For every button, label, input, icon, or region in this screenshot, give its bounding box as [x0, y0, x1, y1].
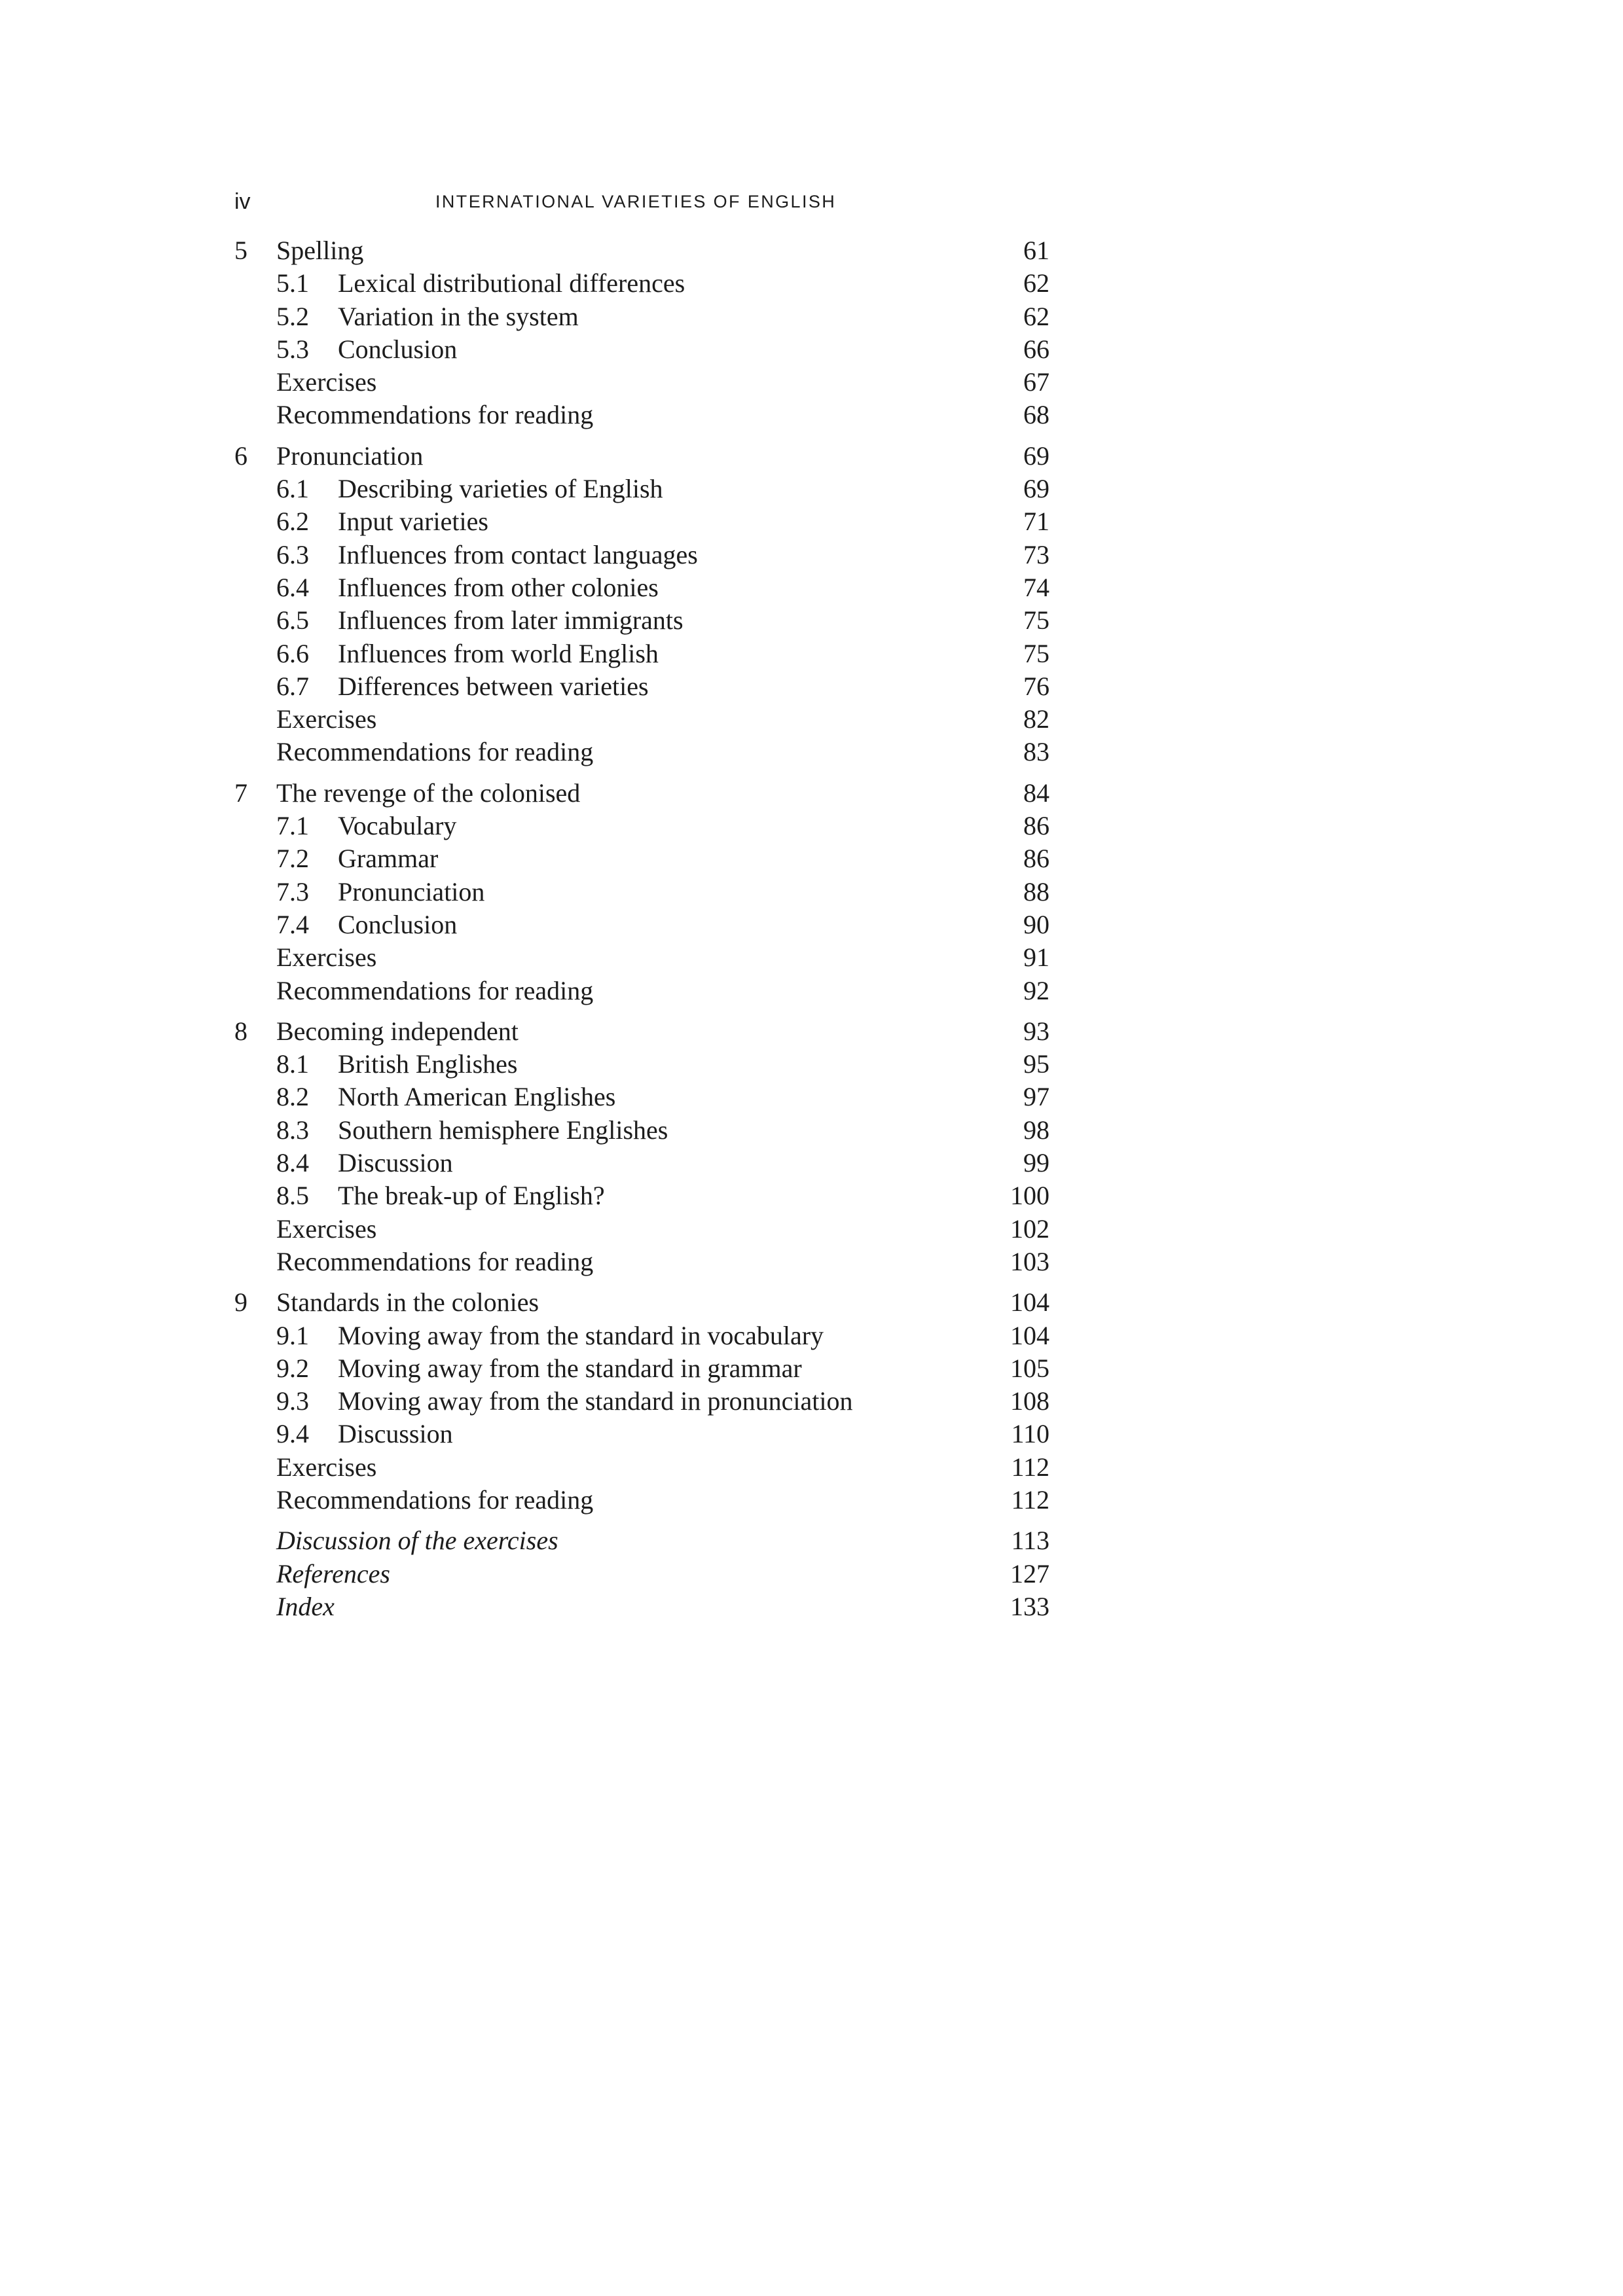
- page-number: 105: [1010, 1353, 1049, 1383]
- section-number: 6.6: [276, 638, 309, 668]
- section-entry[interactable]: [234, 267, 1049, 300]
- exercises-title: Exercises: [276, 1452, 377, 1482]
- running-head: INTERNATIONAL VARIETIES OF ENGLISH: [435, 192, 837, 211]
- page-number: 73: [1023, 539, 1049, 569]
- chapter-title: Spelling: [276, 236, 364, 265]
- section-number: 7.2: [276, 844, 309, 874]
- exercises-entry[interactable]: [234, 1451, 1049, 1484]
- page-number: 69: [1023, 440, 1049, 471]
- page-number: 97: [1023, 1082, 1049, 1112]
- page-number: 75: [1023, 605, 1049, 636]
- page-number: 84: [1023, 778, 1049, 808]
- section-number: 6.5: [276, 605, 309, 636]
- section-number: 9.1: [276, 1320, 309, 1350]
- section-entry[interactable]: [234, 539, 1049, 571]
- exercises-entry[interactable]: [234, 1213, 1049, 1246]
- exercises-title: Exercises: [276, 704, 377, 734]
- chapter-6: [234, 440, 1049, 769]
- page-number: 104: [1010, 1320, 1049, 1350]
- section-entry[interactable]: [234, 908, 1049, 941]
- chapter-8: [234, 1015, 1049, 1278]
- section-number: 8.5: [276, 1181, 309, 1211]
- page-number: 98: [1023, 1115, 1049, 1145]
- page-number: 82: [1023, 704, 1049, 734]
- page-number: 110: [1011, 1419, 1049, 1449]
- section-entry[interactable]: [234, 1048, 1049, 1081]
- chapter-title: Pronunciation: [276, 440, 424, 471]
- chapter-number: 6: [234, 440, 247, 471]
- section-title: Influences from later immigrants: [338, 605, 684, 636]
- reading-title: Recommendations for reading: [276, 1246, 594, 1276]
- page-number: 76: [1023, 671, 1049, 701]
- page-number: 112: [1011, 1452, 1049, 1482]
- exercises-entry[interactable]: [234, 366, 1049, 399]
- reading-entry[interactable]: [234, 1484, 1049, 1516]
- page-number: 71: [1023, 507, 1049, 537]
- section-title: Southern hemisphere Englishes: [338, 1115, 668, 1145]
- back-matter-entry-index[interactable]: [234, 1590, 1049, 1623]
- reading-entry[interactable]: [234, 1246, 1049, 1278]
- section-number: 8.1: [276, 1049, 309, 1079]
- chapter-number: 5: [234, 236, 247, 265]
- section-title: Vocabulary: [338, 811, 457, 841]
- section-number: 8.4: [276, 1148, 309, 1178]
- exercises-title: Exercises: [276, 942, 377, 973]
- back-matter-title: References: [276, 1558, 390, 1588]
- section-title: North American Englishes: [338, 1082, 616, 1112]
- section-entry[interactable]: [234, 670, 1049, 703]
- page-number: 86: [1023, 844, 1049, 874]
- page-number: 103: [1010, 1246, 1049, 1276]
- section-number: 6.7: [276, 671, 309, 701]
- reading-title: Recommendations for reading: [276, 400, 594, 430]
- section-title: Moving away from the standard in pronunciation: [338, 1386, 853, 1416]
- section-number: 9.2: [276, 1353, 309, 1383]
- page-number: 99: [1023, 1148, 1049, 1178]
- page-number: 86: [1023, 811, 1049, 841]
- section-number: 8.2: [276, 1082, 309, 1112]
- back-matter-title: Discussion of the exercises: [276, 1526, 558, 1556]
- page-number: 104: [1010, 1287, 1049, 1318]
- section-entry[interactable]: [234, 876, 1049, 908]
- section-entry[interactable]: [234, 1385, 1049, 1418]
- section-number: 9.3: [276, 1386, 309, 1416]
- page-number: 133: [1010, 1591, 1049, 1621]
- page-number: 127: [1010, 1558, 1049, 1588]
- page-number: 66: [1023, 334, 1049, 364]
- section-number: 8.3: [276, 1115, 309, 1145]
- chapter-title: Becoming independent: [276, 1016, 519, 1046]
- section-title: Influences from contact languages: [338, 539, 698, 569]
- page-number: 92: [1023, 975, 1049, 1005]
- section-entry[interactable]: [234, 637, 1049, 670]
- section-number: 6.4: [276, 572, 309, 602]
- section-title: Lexical distributional differences: [338, 268, 685, 298]
- chapter-number: 9: [234, 1287, 247, 1318]
- section-title: Moving away from the standard in grammar: [338, 1353, 802, 1383]
- page-number: 61: [1023, 236, 1049, 265]
- exercises-entry[interactable]: [234, 703, 1049, 736]
- page-number: 62: [1023, 268, 1049, 298]
- chapter-number: 7: [234, 778, 247, 808]
- section-title: Discussion: [338, 1148, 453, 1178]
- section-title: Influences from world English: [338, 638, 659, 668]
- section-number: 7.3: [276, 876, 309, 906]
- back-matter-entry-discussion[interactable]: [234, 1524, 1049, 1557]
- back-matter: [234, 1524, 1049, 1623]
- reading-entry[interactable]: [234, 736, 1049, 768]
- chapter-title: The revenge of the colonised: [276, 778, 581, 808]
- reading-title: Recommendations for reading: [276, 1484, 594, 1515]
- page-number: 95: [1023, 1049, 1049, 1079]
- page-number: 69: [1023, 474, 1049, 504]
- page-folio: iv: [234, 189, 251, 214]
- section-title: Grammar: [338, 844, 439, 874]
- section-entry[interactable]: [234, 473, 1049, 505]
- page-number: 100: [1010, 1181, 1049, 1211]
- page-number: 113: [1011, 1526, 1049, 1556]
- section-entry[interactable]: [234, 505, 1049, 538]
- exercises-title: Exercises: [276, 1213, 377, 1244]
- reading-entry[interactable]: [234, 975, 1049, 1007]
- page-number: 67: [1023, 367, 1049, 397]
- chapter-5: [234, 234, 1049, 432]
- section-title: Influences from other colonies: [338, 572, 659, 602]
- section-entry[interactable]: [234, 300, 1049, 333]
- page-number: 88: [1023, 876, 1049, 906]
- section-title: British Englishes: [338, 1049, 518, 1079]
- section-entry[interactable]: [234, 1081, 1049, 1113]
- section-title: Conclusion: [338, 909, 458, 939]
- section-entry[interactable]: [234, 333, 1049, 366]
- section-entry[interactable]: [234, 842, 1049, 875]
- chapter-title: Standards in the colonies: [276, 1287, 539, 1318]
- section-title: Differences between varieties: [338, 671, 649, 701]
- section-number: 9.4: [276, 1419, 309, 1449]
- page-number: 75: [1023, 638, 1049, 668]
- page-number: 102: [1010, 1213, 1049, 1244]
- section-entry[interactable]: [234, 1179, 1049, 1212]
- exercises-entry[interactable]: [234, 941, 1049, 974]
- section-entry[interactable]: [234, 571, 1049, 604]
- back-matter-entry-references[interactable]: [234, 1558, 1049, 1590]
- chapter-heading[interactable]: [234, 1286, 1049, 1319]
- section-title: The break-up of English?: [338, 1181, 605, 1211]
- section-number: 6.1: [276, 474, 309, 504]
- section-title: Describing varieties of English: [338, 474, 663, 504]
- page-number: 62: [1023, 301, 1049, 331]
- section-entry[interactable]: [234, 1319, 1049, 1352]
- reading-title: Recommendations for reading: [276, 737, 594, 767]
- section-number: 7.1: [276, 811, 309, 841]
- reading-title: Recommendations for reading: [276, 975, 594, 1005]
- page-number: 83: [1023, 737, 1049, 767]
- chapter-7: [234, 777, 1049, 1007]
- section-number: 7.4: [276, 909, 309, 939]
- chapter-heading[interactable]: [234, 234, 1049, 267]
- section-entry[interactable]: [234, 604, 1049, 637]
- section-title: Moving away from the standard in vocabulary: [338, 1320, 824, 1350]
- page-number: 112: [1011, 1484, 1049, 1515]
- page-number: 68: [1023, 400, 1049, 430]
- section-title: Variation in the system: [338, 301, 579, 331]
- section-number: 6.2: [276, 507, 309, 537]
- chapter-number: 8: [234, 1016, 247, 1046]
- section-entry[interactable]: [234, 1418, 1049, 1450]
- back-matter-title: Index: [276, 1591, 335, 1621]
- chapter-heading[interactable]: [234, 1015, 1049, 1048]
- section-entry[interactable]: [234, 810, 1049, 842]
- section-entry[interactable]: [234, 1147, 1049, 1179]
- section-title: Pronunciation: [338, 876, 485, 906]
- chapter-9: [234, 1286, 1049, 1516]
- page-number: 91: [1023, 942, 1049, 973]
- page-number: 90: [1023, 909, 1049, 939]
- exercises-title: Exercises: [276, 367, 377, 397]
- page-number: 108: [1010, 1386, 1049, 1416]
- chapter-heading[interactable]: [234, 777, 1049, 810]
- section-number: 5.3: [276, 334, 309, 364]
- section-number: 6.3: [276, 539, 309, 569]
- table-of-contents: [234, 234, 1049, 1631]
- section-entry[interactable]: [234, 1352, 1049, 1385]
- page-number: 93: [1023, 1016, 1049, 1046]
- chapter-heading[interactable]: [234, 440, 1049, 473]
- page-number: 74: [1023, 572, 1049, 602]
- reading-entry[interactable]: [234, 399, 1049, 431]
- section-title: Input varieties: [338, 507, 488, 537]
- section-number: 5.2: [276, 301, 309, 331]
- section-number: 5.1: [276, 268, 309, 298]
- section-entry[interactable]: [234, 1114, 1049, 1147]
- section-title: Discussion: [338, 1419, 453, 1449]
- section-title: Conclusion: [338, 334, 458, 364]
